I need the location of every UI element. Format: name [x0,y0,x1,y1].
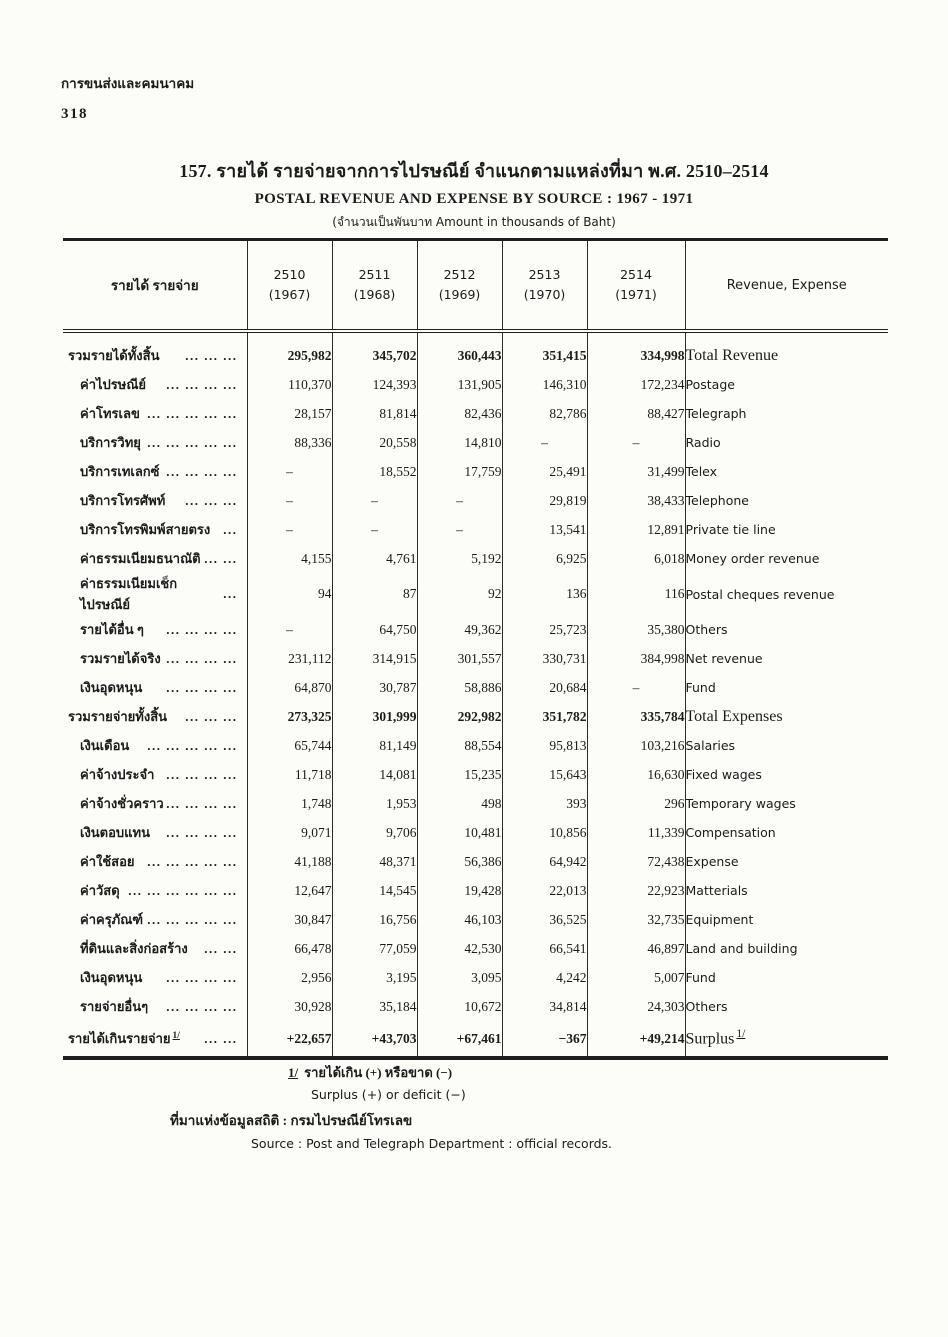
row-label-english: Total Revenue [685,346,779,364]
table-title-thai: 157. รายได้ รายจ่ายจากการไปรษณีย์ จำแนกตามแหล่งที่มา พ.ศ. 2510–2514 [179,161,769,181]
row-label-thai: รวมรายจ่ายทั้งสิ้น ... ... ... [63,702,247,731]
value-cell: 82,436 [417,399,502,428]
row-label-thai: เงินอุดหนุน ... ... ... ... [63,673,247,702]
value-cell: 498 [417,789,502,818]
table-row [63,847,888,876]
row-label-thai: ค่าใช้สอย ... ... ... ... ... [63,847,247,876]
footnote-block [0,1062,948,1151]
table-row [63,370,888,399]
value-cell: 42,530 [417,934,502,963]
row-label-english: Postage [685,377,735,392]
dot-leader: ... ... [204,550,238,566]
value-cell: 6,018 [587,544,685,573]
title-block [0,156,948,232]
value-cell: – [332,515,417,544]
table-row [63,963,888,992]
value-cell: +49,214 [587,1021,685,1058]
row-label-thai: ค่าไปรษณีย์ ... ... ... ... [63,370,247,399]
page-corner [61,72,194,123]
value-cell: 65,744 [247,731,332,760]
table-row [63,731,888,760]
dot-leader: ... ... ... [185,492,238,508]
table-row [63,644,888,673]
value-cell: 345,702 [332,331,417,370]
row-label-thai: รวมรายได้ทั้งสิ้น ... ... ... [63,331,247,370]
row-label-english: Others [685,999,728,1014]
table-row [63,992,888,1021]
dot-leader: ... ... ... ... [166,998,238,1014]
dot-leader: ... ... ... ... [166,969,238,985]
value-cell: 4,242 [502,963,587,992]
value-cell: 335,784 [587,702,685,731]
dot-leader: ... ... [204,1030,238,1046]
value-cell: 14,545 [332,876,417,905]
table-title-english: POSTAL REVENUE AND EXPENSE BY SOURCE : 1967 - 1971 [254,191,694,207]
header-english-label: Revenue, Expense [685,240,888,332]
dot-leader: ... ... ... [185,708,238,724]
row-label-english: Private tie line [685,522,776,537]
page-number: 318 [61,106,88,122]
value-cell: 295,982 [247,331,332,370]
header-year-2512: 2512 (1969) [417,240,502,332]
table-row [63,905,888,934]
table-row [63,457,888,486]
value-cell: 88,336 [247,428,332,457]
value-cell: 19,428 [417,876,502,905]
table-row [63,331,888,370]
table-row [63,760,888,789]
value-cell: 4,761 [332,544,417,573]
value-cell: 30,787 [332,673,417,702]
value-cell: 103,216 [587,731,685,760]
value-cell: 393 [502,789,587,818]
value-cell: 1,748 [247,789,332,818]
row-label-thai: รวมรายได้จริง ... ... ... ... [63,644,247,673]
row-label-thai: เงินตอบแทน ... ... ... ... [63,818,247,847]
value-cell: 330,731 [502,644,587,673]
row-label-thai: ค่าธรรมเนียมเช็กไปรษณีย์ ... [63,573,247,615]
value-cell: 29,819 [502,486,587,515]
dot-leader: ... ... ... ... [166,376,238,392]
value-cell: – [417,515,502,544]
value-cell: 77,059 [332,934,417,963]
row-label-english: Telex [685,464,718,479]
table-row [63,428,888,457]
dot-leader: ... ... ... ... ... [147,853,238,869]
value-cell: 81,814 [332,399,417,428]
category-label: การขนส่งและคมนาคม [61,76,195,92]
footnote-english: Surplus (+) or deficit (−) [311,1087,466,1102]
header-year-2511: 2511 (1968) [332,240,417,332]
dot-leader: ... ... ... ... [166,621,238,637]
value-cell: 301,557 [417,644,502,673]
value-cell: 12,891 [587,515,685,544]
value-cell: 35,184 [332,992,417,1021]
value-cell: – [332,486,417,515]
table-row [63,876,888,905]
value-cell: 25,723 [502,615,587,644]
row-label-english: Postal cheques revenue [685,586,835,602]
footnote-thai: 1/ รายได้เกิน (+) หรือขาด (−) [288,1065,453,1080]
value-cell: 11,718 [247,760,332,789]
value-cell: 6,925 [502,544,587,573]
value-cell: 72,438 [587,847,685,876]
value-cell: 35,380 [587,615,685,644]
dot-leader: ... ... ... ... [166,679,238,695]
source-thai: ที่มาแห่งข้อมูลสถิติ : กรมไปรษณีย์โทรเลข [170,1113,413,1128]
table-row [63,573,888,615]
value-cell: 92 [417,573,502,615]
value-cell: 360,443 [417,331,502,370]
table-row [63,399,888,428]
footnote-marker: 1/ [288,1065,299,1080]
row-label-thai: ที่ดินและสิ่งก่อสร้าง ... ... [63,934,247,963]
value-cell: 48,371 [332,847,417,876]
table-row [63,486,888,515]
row-label-english: Fixed wages [685,767,762,782]
value-cell: 24,303 [587,992,685,1021]
value-cell: – [587,673,685,702]
value-cell: 49,362 [417,615,502,644]
row-label-thai: บริการวิทยุ ... ... ... ... ... [63,428,247,457]
row-label-thai: รายได้เกินรายจ่าย $^{1/}$ ... ... [63,1021,247,1058]
row-label-english: Radio [685,435,721,450]
value-cell: 5,007 [587,963,685,992]
row-label-english: Fund [685,680,716,695]
dot-leader: ... ... ... ... ... ... [128,882,238,898]
dot-leader: ... ... ... ... ... [147,737,238,753]
row-label-english: Telegraph [685,406,747,421]
value-cell: 351,415 [502,331,587,370]
row-label-english: Equipment [685,912,754,927]
value-cell: 10,856 [502,818,587,847]
value-cell: 56,386 [417,847,502,876]
value-cell: 146,310 [502,370,587,399]
row-label-english: Compensation [685,825,776,840]
value-cell: 334,998 [587,331,685,370]
value-cell: 4,155 [247,544,332,573]
value-cell: – [247,457,332,486]
table-row [63,615,888,644]
header-year-2513: 2513 (1970) [502,240,587,332]
value-cell: 22,923 [587,876,685,905]
value-cell: – [417,486,502,515]
row-label-thai: รายจ่ายอื่นๆ ... ... ... ... [63,992,247,1021]
row-label-english: Fund [685,970,716,985]
row-label-thai: รายได้อื่น ๆ ... ... ... ... [63,615,247,644]
value-cell: 136 [502,573,587,615]
value-cell: 13,541 [502,515,587,544]
header-year-2514: 2514 (1971) [587,240,685,332]
value-cell: 81,149 [332,731,417,760]
unit-note: (จำนวนเป็นพันบาท Amount in thousands of Baht) [332,215,616,229]
value-cell: 41,188 [247,847,332,876]
value-cell: +22,657 [247,1021,332,1058]
row-label-english: Net revenue [685,651,763,666]
value-cell: 82,786 [502,399,587,428]
value-cell: 9,071 [247,818,332,847]
value-cell: 301,999 [332,702,417,731]
value-cell: 10,481 [417,818,502,847]
value-cell: 66,541 [502,934,587,963]
value-cell: 314,915 [332,644,417,673]
row-label-thai: บริการโทรพิมพ์สายตรง ... [63,515,247,544]
value-cell: 88,554 [417,731,502,760]
value-cell: 16,630 [587,760,685,789]
value-cell: 64,750 [332,615,417,644]
value-cell: 15,643 [502,760,587,789]
row-label-english: Land and building [685,941,798,956]
value-cell: 34,814 [502,992,587,1021]
header-thai-label: รายได้ รายจ่าย [63,240,247,332]
value-cell: – [247,515,332,544]
table-row [63,544,888,573]
value-cell: 351,782 [502,702,587,731]
value-cell: 36,525 [502,905,587,934]
table-row [63,818,888,847]
value-cell: 88,427 [587,399,685,428]
dot-leader: ... ... [204,940,238,956]
value-cell: 3,195 [332,963,417,992]
value-cell: 25,491 [502,457,587,486]
value-cell: 95,813 [502,731,587,760]
row-label-thai: บริการโทรศัพท์ ... ... ... [63,486,247,515]
row-label-english: Matterials [685,883,748,898]
value-cell: −367 [502,1021,587,1058]
value-cell: – [247,486,332,515]
table-row [63,934,888,963]
value-cell: 20,684 [502,673,587,702]
table-row [63,515,888,544]
row-label-english: Others [685,622,728,637]
value-cell: 38,433 [587,486,685,515]
row-label-english: Salaries [685,738,736,753]
value-cell: 131,905 [417,370,502,399]
value-cell: 12,647 [247,876,332,905]
dot-leader: ... ... ... [185,347,238,363]
row-label-english: Money order revenue [685,551,820,566]
value-cell: 64,942 [502,847,587,876]
row-label-english: Expense [685,854,739,869]
value-cell: 384,998 [587,644,685,673]
value-cell: +67,461 [417,1021,502,1058]
dot-leader: ... ... ... ... [166,766,238,782]
row-label-thai: ค่าธรรมเนียมธนาณัติ ... ... [63,544,247,573]
value-cell: 18,552 [332,457,417,486]
value-cell: 231,112 [247,644,332,673]
row-label-english: Total Expenses [685,707,783,725]
value-cell: 172,234 [587,370,685,399]
value-cell: 20,558 [332,428,417,457]
dot-leader: ... [223,521,238,537]
data-table [63,238,888,1060]
value-cell: 58,886 [417,673,502,702]
value-cell: 87 [332,573,417,615]
value-cell: 273,325 [247,702,332,731]
value-cell: 1,953 [332,789,417,818]
row-label-thai: ค่าจ้างชั่วคราว ... ... ... ... [63,789,247,818]
value-cell: 30,847 [247,905,332,934]
value-cell: 11,339 [587,818,685,847]
value-cell: – [502,428,587,457]
value-cell: 16,756 [332,905,417,934]
table-row [63,673,888,702]
row-label-english: Temporary wages [685,796,796,811]
value-cell: 46,897 [587,934,685,963]
value-cell: 46,103 [417,905,502,934]
value-cell: 10,672 [417,992,502,1021]
value-cell: 14,810 [417,428,502,457]
value-cell: 116 [587,573,685,615]
value-cell: 28,157 [247,399,332,428]
row-label-thai: เงินเดือน ... ... ... ... ... [63,731,247,760]
dot-leader: ... [223,586,238,601]
value-cell: 94 [247,573,332,615]
row-label-thai: บริการเทเลกซ์ ... ... ... ... [63,457,247,486]
value-cell: 3,095 [417,963,502,992]
dot-leader: ... ... ... ... [166,650,238,666]
row-label-thai: ค่าครุภัณฑ์ ... ... ... ... ... [63,905,247,934]
value-cell: 15,235 [417,760,502,789]
dot-leader: ... ... ... ... ... [147,405,238,421]
value-cell: 292,982 [417,702,502,731]
row-label-thai: ค่าจ้างประจำ ... ... ... ... [63,760,247,789]
value-cell: 32,735 [587,905,685,934]
value-cell: 14,081 [332,760,417,789]
dot-leader: ... ... ... ... ... [147,434,238,450]
value-cell: 22,013 [502,876,587,905]
table-row [63,702,888,731]
dot-leader: ... ... ... ... [166,824,238,840]
value-cell: 30,928 [247,992,332,1021]
table-row [63,1021,888,1058]
row-label-thai: ค่าวัสดุ ... ... ... ... ... ... [63,876,247,905]
header-year-2510: 2510 (1967) [247,240,332,332]
row-label-english: Surplus $^{1/}$ [685,1028,746,1048]
value-cell: 17,759 [417,457,502,486]
value-cell: 124,393 [332,370,417,399]
row-label-english: Telephone [685,493,749,508]
row-label-thai: ค่าโทรเลข ... ... ... ... ... [63,399,247,428]
value-cell: 296 [587,789,685,818]
value-cell: 64,870 [247,673,332,702]
value-cell: – [247,615,332,644]
value-cell: 66,478 [247,934,332,963]
value-cell: 2,956 [247,963,332,992]
dot-leader: ... ... ... ... [166,463,238,479]
header-row [63,240,888,332]
table-row [63,789,888,818]
source-english: Source : Post and Telegraph Department : official records. [251,1136,613,1151]
dot-leader: ... ... ... ... [166,795,238,811]
value-cell: 31,499 [587,457,685,486]
value-cell: 110,370 [247,370,332,399]
value-cell: 9,706 [332,818,417,847]
dot-leader: ... ... ... ... ... [147,911,238,927]
value-cell: – [587,428,685,457]
value-cell: +43,703 [332,1021,417,1058]
value-cell: 5,192 [417,544,502,573]
row-label-thai: เงินอุดหนุน ... ... ... ... [63,963,247,992]
